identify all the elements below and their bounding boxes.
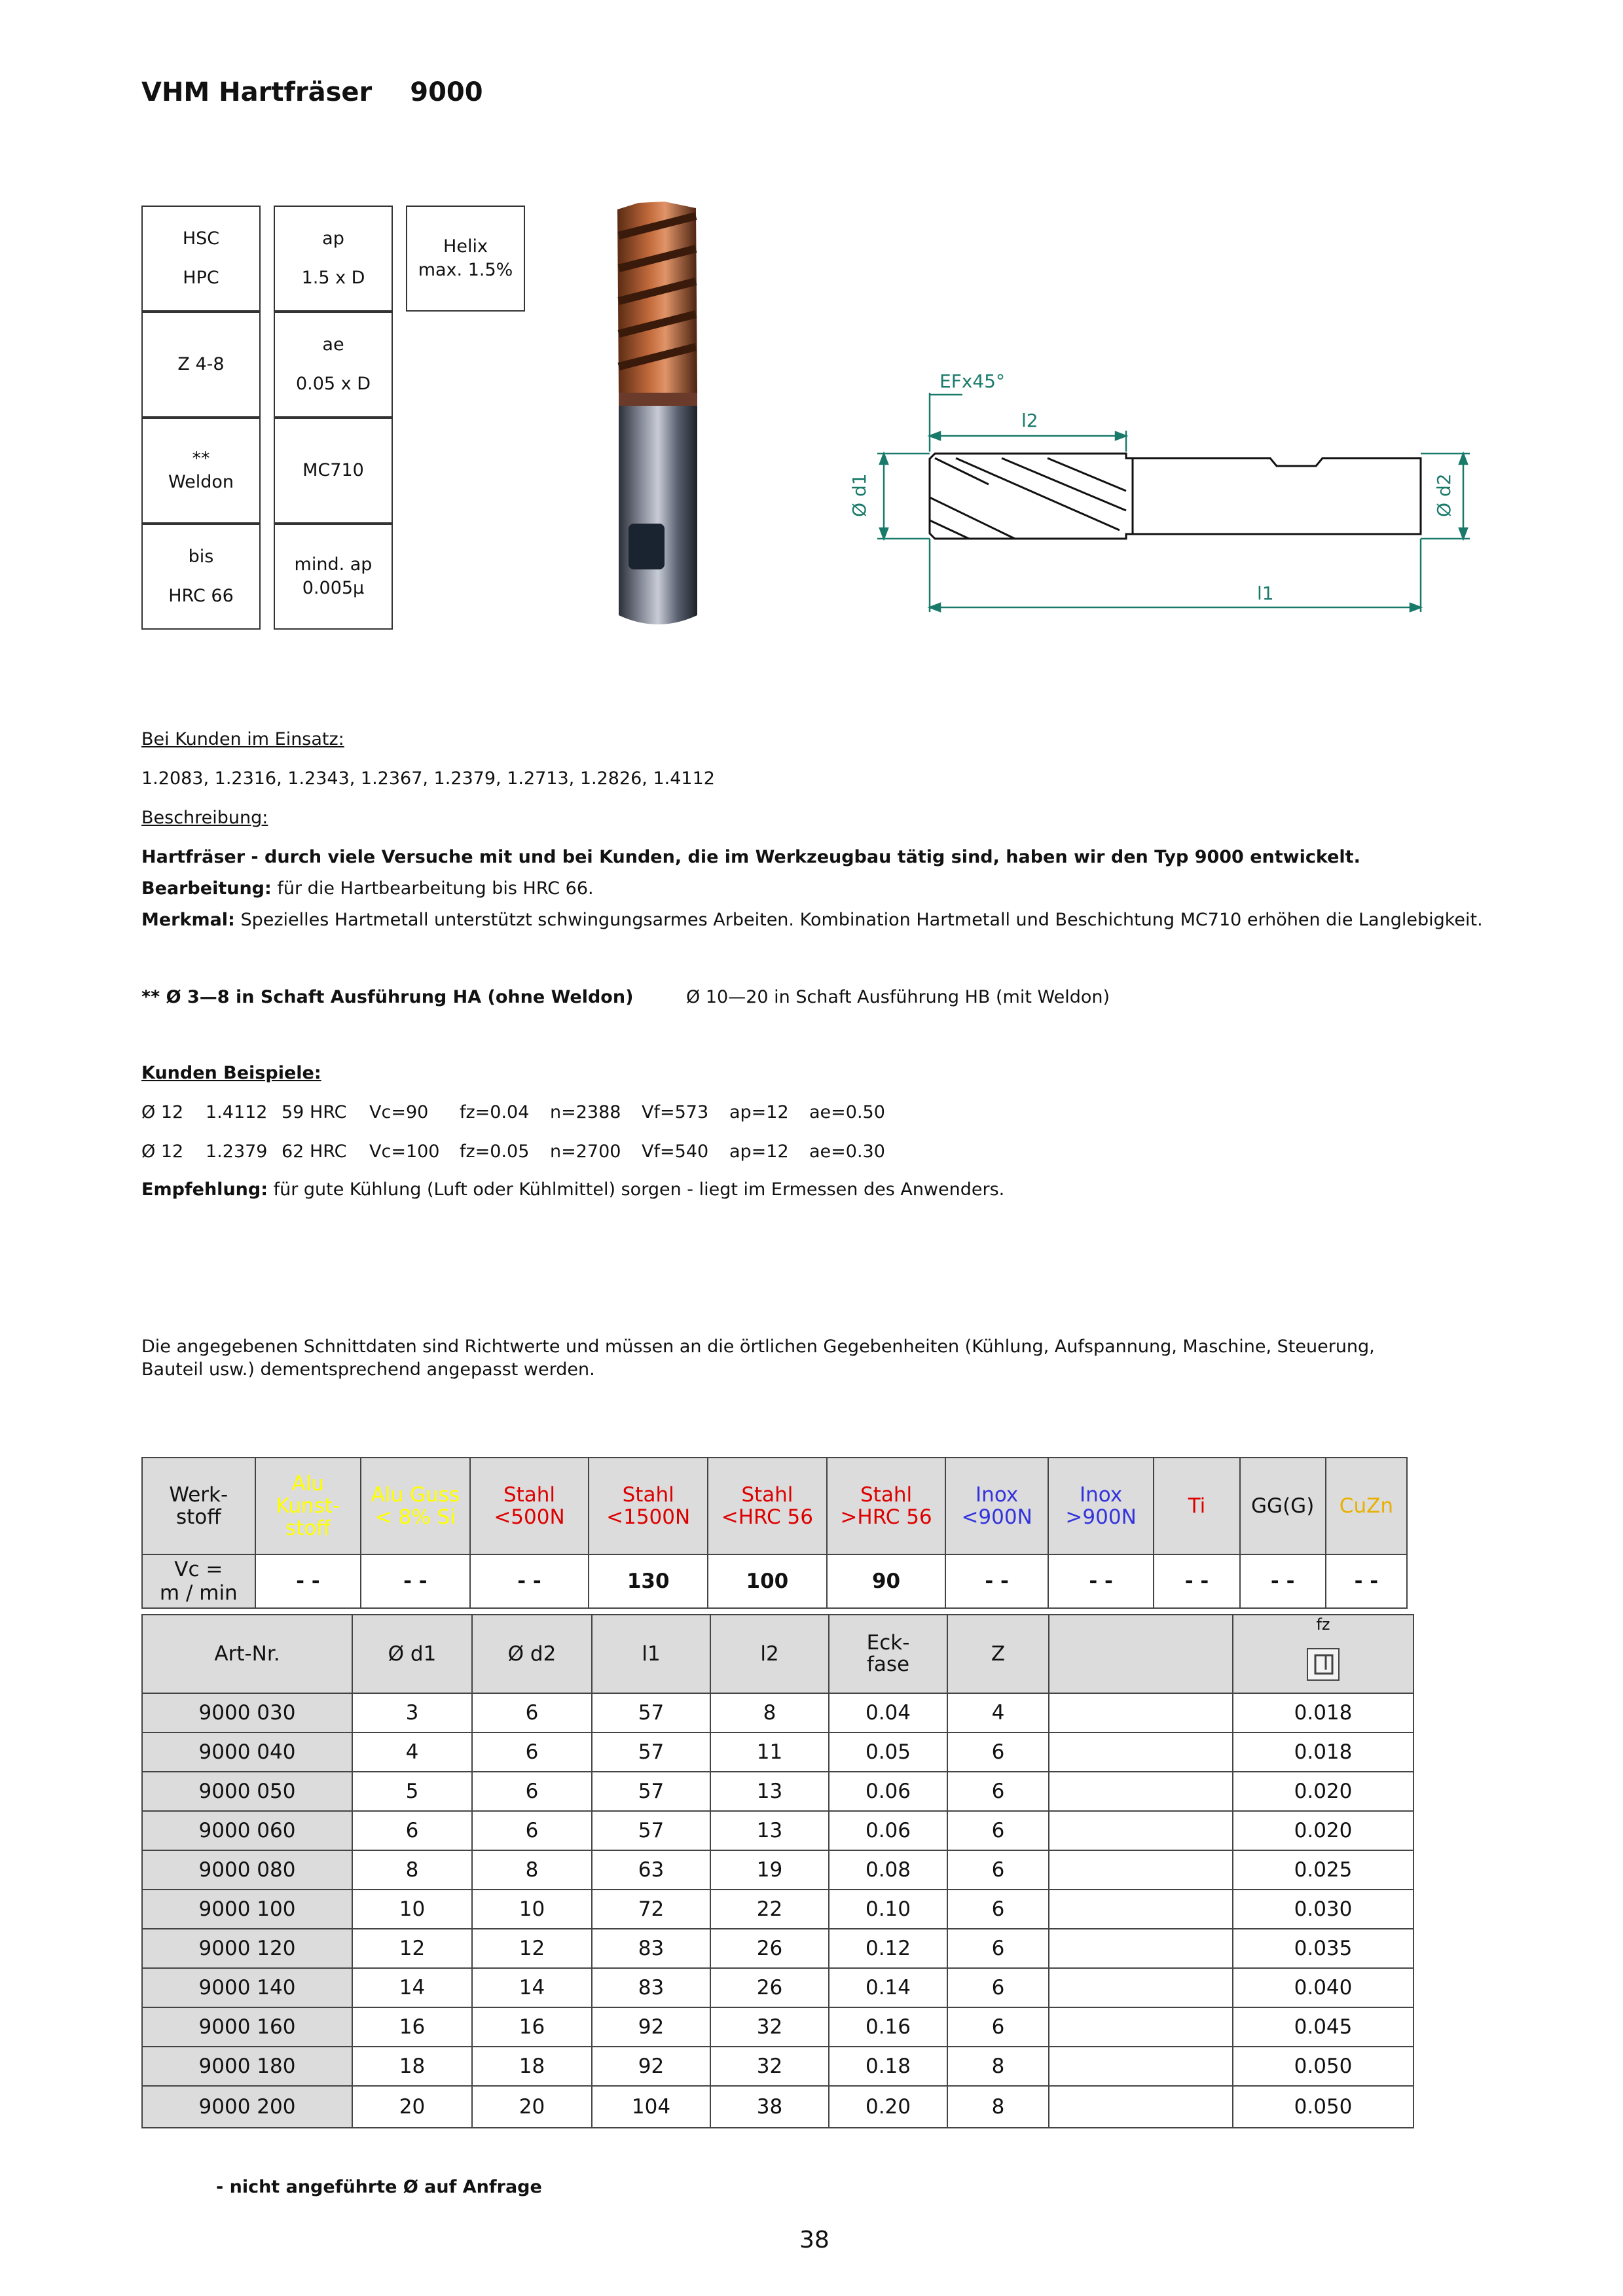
art-nr-cell: 9000 180 xyxy=(142,2047,352,2086)
table-cell: 83 xyxy=(592,1968,710,2007)
example-cell: ap=12 xyxy=(729,1102,789,1122)
vc-cell: - - xyxy=(1326,1554,1407,1608)
example-cell: Vc=100 xyxy=(369,1141,440,1162)
fz-label: fz xyxy=(1316,1615,1330,1634)
vc-cell: - - xyxy=(1048,1554,1154,1608)
spec-text: HPC xyxy=(183,268,219,288)
example-cell: fz=0.05 xyxy=(460,1141,530,1162)
recommendation-line xyxy=(141,1179,1004,1200)
table-cell xyxy=(1049,1732,1233,1772)
spec-box-min-ap xyxy=(274,524,393,630)
table-cell: 104 xyxy=(592,2086,710,2128)
table-cell: 38 xyxy=(710,2086,829,2128)
table-cell xyxy=(1049,1772,1233,1811)
table-cell: 32 xyxy=(710,2007,829,2047)
table-cell: 8 xyxy=(947,2086,1049,2128)
spec-box-weldon xyxy=(141,418,261,524)
shaft-note-hb: Ø 10—20 in Schaft Ausführung HB (mit Weldon) xyxy=(686,987,1110,1007)
spec-text: 1.5 x D xyxy=(301,268,365,288)
art-nr-cell: 9000 040 xyxy=(142,1732,352,1772)
page-title xyxy=(141,77,483,107)
spec-text: bis xyxy=(188,546,214,567)
example-cell: Vf=540 xyxy=(642,1141,709,1162)
table-cell: 6 xyxy=(472,1811,592,1850)
table-cell: 0.035 xyxy=(1233,1929,1413,1968)
spec-text: MC710 xyxy=(302,459,364,480)
spec-text: ** xyxy=(192,448,210,469)
title-number: 9000 xyxy=(410,77,483,107)
table-cell: 92 xyxy=(592,2047,710,2086)
bearbeitung-label: Bearbeitung: xyxy=(141,878,272,899)
table-cell: 57 xyxy=(592,1693,710,1732)
example-cell: Ø 12 xyxy=(141,1102,184,1122)
vc-cell: 130 xyxy=(589,1554,708,1608)
table-cell: 22 xyxy=(710,1890,829,1929)
material-cell: Ti xyxy=(1154,1458,1239,1554)
table-cell: 20 xyxy=(472,2086,592,2128)
usage-materials: 1.2083, 1.2316, 1.2343, 1.2367, 1.2379, 1.2713, 1.2826, 1.4112 xyxy=(141,768,715,789)
table-cell: 0.04 xyxy=(829,1693,947,1732)
table-cell: 12 xyxy=(352,1929,472,1968)
art-nr-cell: 9000 200 xyxy=(142,2086,352,2128)
header-cell: Art-Nr. xyxy=(142,1615,352,1693)
table-cell: 6 xyxy=(947,1811,1049,1850)
table-cell: 14 xyxy=(352,1968,472,2007)
material-cell: Stahl <500N xyxy=(470,1458,589,1554)
table-cell: 0.040 xyxy=(1233,1968,1413,2007)
table-cell xyxy=(1049,2007,1233,2047)
table-cell: 8 xyxy=(472,1850,592,1890)
art-nr-cell: 9000 050 xyxy=(142,1772,352,1811)
label-l2: l2 xyxy=(1021,410,1038,431)
table-cell: 0.06 xyxy=(829,1772,947,1811)
table-cell: 6 xyxy=(947,1968,1049,2007)
table-cell: 0.16 xyxy=(829,2007,947,2047)
product-table xyxy=(141,1614,1414,2128)
spec-text: HRC 66 xyxy=(168,586,234,606)
art-nr-cell: 9000 160 xyxy=(142,2007,352,2047)
table-cell: 26 xyxy=(710,1968,829,2007)
table-cell: 0.14 xyxy=(829,1968,947,2007)
spec-text: Weldon xyxy=(168,472,234,492)
table-cell: 6 xyxy=(947,1732,1049,1772)
example-cell: 1.2379 xyxy=(206,1141,268,1162)
table-cell: 6 xyxy=(947,1772,1049,1811)
page-number: 38 xyxy=(799,2227,830,2253)
table-cell: 0.06 xyxy=(829,1811,947,1850)
table-cell xyxy=(1049,1968,1233,2007)
example-cell: ae=0.50 xyxy=(809,1102,885,1122)
merkmal-label: Merkmal: xyxy=(141,910,235,930)
feed-per-tooth-icon xyxy=(1306,1647,1340,1681)
example-cell: 1.4112 xyxy=(206,1102,268,1122)
example-cell: fz=0.04 xyxy=(460,1102,530,1122)
material-cell: Stahl <1500N xyxy=(589,1458,708,1554)
table-cell: 0.050 xyxy=(1233,2047,1413,2086)
label-d1: Ø d1 xyxy=(848,473,870,517)
spec-text: Z 4-8 xyxy=(177,353,225,374)
spec-text: max. 1.5% xyxy=(418,260,513,280)
table-row xyxy=(142,1772,1413,1811)
merkmal-line xyxy=(141,910,1483,930)
table-cell: 92 xyxy=(592,2007,710,2047)
spec-text: ap xyxy=(322,228,344,249)
table-cell: 0.12 xyxy=(829,1929,947,1968)
material-cell: Inox <900N xyxy=(945,1458,1048,1554)
table-row xyxy=(142,1968,1413,2007)
table-cell: 6 xyxy=(947,1929,1049,1968)
table-cell: 0.018 xyxy=(1233,1693,1413,1732)
table-cell: 8 xyxy=(947,2047,1049,2086)
example-cell: n=2700 xyxy=(550,1141,621,1162)
recommend-label: Empfehlung: xyxy=(141,1179,268,1200)
spec-text: 0.05 x D xyxy=(295,374,371,394)
table-cell: 0.020 xyxy=(1233,1772,1413,1811)
table-cell xyxy=(1049,2047,1233,2086)
table-row xyxy=(142,1811,1413,1850)
vc-cell: - - xyxy=(1154,1554,1239,1608)
table-cell: 12 xyxy=(472,1929,592,1968)
table-cell: 0.018 xyxy=(1233,1732,1413,1772)
product-header-row xyxy=(142,1615,1413,1693)
table-cell: 0.10 xyxy=(829,1890,947,1929)
table-cell: 0.18 xyxy=(829,2047,947,2086)
table-cell: 18 xyxy=(352,2047,472,2086)
table-cell: 4 xyxy=(352,1732,472,1772)
examples-label: Kunden Beispiele: xyxy=(141,1063,321,1083)
material-cell: Stahl <HRC 56 xyxy=(708,1458,827,1554)
label-l1: l1 xyxy=(1257,583,1274,604)
table-cell: 4 xyxy=(947,1693,1049,1732)
table-cell: 8 xyxy=(352,1850,472,1890)
table-cell xyxy=(1049,1850,1233,1890)
table-cell: 0.05 xyxy=(829,1732,947,1772)
material-header: Werk- stoff xyxy=(142,1458,255,1554)
example-cell: 59 HRC xyxy=(282,1102,347,1122)
spec-box-hardness xyxy=(141,524,261,630)
art-nr-cell: 9000 100 xyxy=(142,1890,352,1929)
usage-label: Bei Kunden im Einsatz: xyxy=(141,729,344,749)
table-cell: 72 xyxy=(592,1890,710,1929)
material-cell: Alu Guss < 8% Si xyxy=(361,1458,470,1554)
table-cell: 3 xyxy=(352,1693,472,1732)
table-row xyxy=(142,1693,1413,1732)
spec-box-hsc xyxy=(141,206,261,312)
spec-text: 0.005µ xyxy=(302,578,365,598)
vc-cell: - - xyxy=(945,1554,1048,1608)
table-row xyxy=(142,1732,1413,1772)
material-table xyxy=(141,1457,1408,1609)
table-cell: 10 xyxy=(472,1890,592,1929)
vc-cell: - - xyxy=(470,1554,589,1608)
disclaimer: Die angegebenen Schnittdaten sind Richtwerte und müssen an die örtlichen Gegebenheiten (Kühlung, Aufspannung, Maschine, Steuerung, Bauteil usw.) dementsprechend angepasst werden. xyxy=(141,1336,1375,1380)
header-cell: Ø d2 xyxy=(472,1615,592,1693)
table-cell: 0.045 xyxy=(1233,2007,1413,2047)
table-cell: 6 xyxy=(352,1811,472,1850)
table-cell: 11 xyxy=(710,1732,829,1772)
art-nr-cell: 9000 080 xyxy=(142,1850,352,1890)
table-cell: 57 xyxy=(592,1772,710,1811)
table-cell: 14 xyxy=(472,1968,592,2007)
description-headline: Hartfräser - durch viele Versuche mit und bei Kunden, die im Werkzeugbau tätig sind, haben wir den Typ 9000 entwickelt. xyxy=(141,847,1360,867)
vc-cell: - - xyxy=(1240,1554,1326,1608)
table-cell: 8 xyxy=(710,1693,829,1732)
material-cell: Stahl >HRC 56 xyxy=(827,1458,946,1554)
spec-box-ap xyxy=(274,206,393,312)
table-cell: 57 xyxy=(592,1811,710,1850)
technical-drawing xyxy=(831,353,1486,628)
table-cell: 0.20 xyxy=(829,2086,947,2128)
table-cell: 6 xyxy=(472,1693,592,1732)
art-nr-cell: 9000 030 xyxy=(142,1693,352,1732)
table-cell xyxy=(1049,2086,1233,2128)
table-cell: 20 xyxy=(352,2086,472,2128)
merkmal-text: Spezielles Hartmetall unterstützt schwingungsarmes Arbeiten. Kombination Hartmetall und Beschichtung MC710 erhöhen die Langlebigkeit. xyxy=(234,910,1483,930)
header-cell: l1 xyxy=(592,1615,710,1693)
example-cell: 62 HRC xyxy=(282,1141,347,1162)
spec-text: mind. ap xyxy=(294,554,373,575)
table-cell: 6 xyxy=(947,1850,1049,1890)
table-cell xyxy=(1049,1811,1233,1850)
table-cell: 16 xyxy=(352,2007,472,2047)
description-label: Beschreibung: xyxy=(141,808,268,828)
table-row xyxy=(142,2007,1413,2047)
table-cell: 19 xyxy=(710,1850,829,1890)
table-cell: 5 xyxy=(352,1772,472,1811)
table-row xyxy=(142,2086,1413,2128)
table-row xyxy=(142,2047,1413,2086)
spec-box-helix xyxy=(406,206,525,312)
spec-box-coating xyxy=(274,418,393,524)
table-cell: 63 xyxy=(592,1850,710,1890)
art-nr-cell: 9000 120 xyxy=(142,1929,352,1968)
table-cell: 0.050 xyxy=(1233,2086,1413,2128)
table-cell: 13 xyxy=(710,1772,829,1811)
vc-label: Vc = m / min xyxy=(142,1554,255,1608)
recommend-text: für gute Kühlung (Luft oder Kühlmittel) sorgen - liegt im Ermessen des Anwenders. xyxy=(268,1179,1005,1200)
art-nr-cell: 9000 140 xyxy=(142,1968,352,2007)
example-cell: Vc=90 xyxy=(369,1102,429,1122)
material-cell: CuZn xyxy=(1326,1458,1407,1554)
table-cell xyxy=(1049,1693,1233,1732)
table-row xyxy=(142,1890,1413,1929)
header-cell: Ø d1 xyxy=(352,1615,472,1693)
header-cell: l2 xyxy=(710,1615,829,1693)
table-cell: 83 xyxy=(592,1929,710,1968)
bearbeitung-text: für die Hartbearbeitung bis HRC 66. xyxy=(271,878,594,899)
vc-row xyxy=(142,1554,1407,1608)
example-cell: n=2388 xyxy=(550,1102,621,1122)
table-cell: 16 xyxy=(472,2007,592,2047)
example-cell: Vf=573 xyxy=(642,1102,709,1122)
spec-box-teeth xyxy=(141,312,261,418)
table-cell: 0.08 xyxy=(829,1850,947,1890)
table-cell: 0.030 xyxy=(1233,1890,1413,1929)
material-row xyxy=(142,1458,1407,1554)
table-cell xyxy=(1049,1890,1233,1929)
table-cell: 0.020 xyxy=(1233,1811,1413,1850)
table-cell: 57 xyxy=(592,1732,710,1772)
table-cell: 10 xyxy=(352,1890,472,1929)
table-row xyxy=(142,1850,1413,1890)
spec-text: ae xyxy=(322,334,344,355)
footnote: - nicht angeführte Ø auf Anfrage xyxy=(216,2177,542,2197)
vc-cell: 90 xyxy=(827,1554,946,1608)
material-cell: GG(G) xyxy=(1240,1458,1326,1554)
material-cell: Alu Kunst- stoff xyxy=(255,1458,361,1554)
table-cell: 6 xyxy=(472,1772,592,1811)
table-cell: 6 xyxy=(472,1732,592,1772)
bearbeitung-line xyxy=(141,878,594,899)
table-cell: 32 xyxy=(710,2047,829,2086)
vc-cell: - - xyxy=(361,1554,470,1608)
art-nr-cell: 9000 060 xyxy=(142,1811,352,1850)
example-cell: Ø 12 xyxy=(141,1141,184,1162)
label-d2: Ø d2 xyxy=(1433,473,1455,517)
header-cell xyxy=(1049,1615,1233,1693)
table-row xyxy=(142,1929,1413,1968)
end-mill-image xyxy=(599,196,717,635)
table-cell: 13 xyxy=(710,1811,829,1850)
spec-box-ae xyxy=(274,312,393,418)
table-cell: 26 xyxy=(710,1929,829,1968)
material-cell: Inox >900N xyxy=(1048,1458,1154,1554)
header-cell: Z xyxy=(947,1615,1049,1693)
spec-text: HSC xyxy=(182,228,220,249)
shaft-note-ha: ** Ø 3—8 in Schaft Ausführung HA (ohne Weldon) xyxy=(141,987,634,1007)
example-cell: ae=0.30 xyxy=(809,1141,885,1162)
label-efx: EFx45° xyxy=(939,370,1005,392)
spec-text: Helix xyxy=(443,236,488,257)
header-cell: Eck- fase xyxy=(829,1615,947,1693)
example-cell: ap=12 xyxy=(729,1141,789,1162)
header-cell-fz xyxy=(1233,1615,1413,1693)
title-name: VHM Hartfräser xyxy=(141,77,373,107)
table-cell xyxy=(1049,1929,1233,1968)
vc-cell: - - xyxy=(255,1554,361,1608)
table-cell: 0.025 xyxy=(1233,1850,1413,1890)
vc-cell: 100 xyxy=(708,1554,827,1608)
table-cell: 6 xyxy=(947,1890,1049,1929)
table-cell: 18 xyxy=(472,2047,592,2086)
table-cell: 6 xyxy=(947,2007,1049,2047)
